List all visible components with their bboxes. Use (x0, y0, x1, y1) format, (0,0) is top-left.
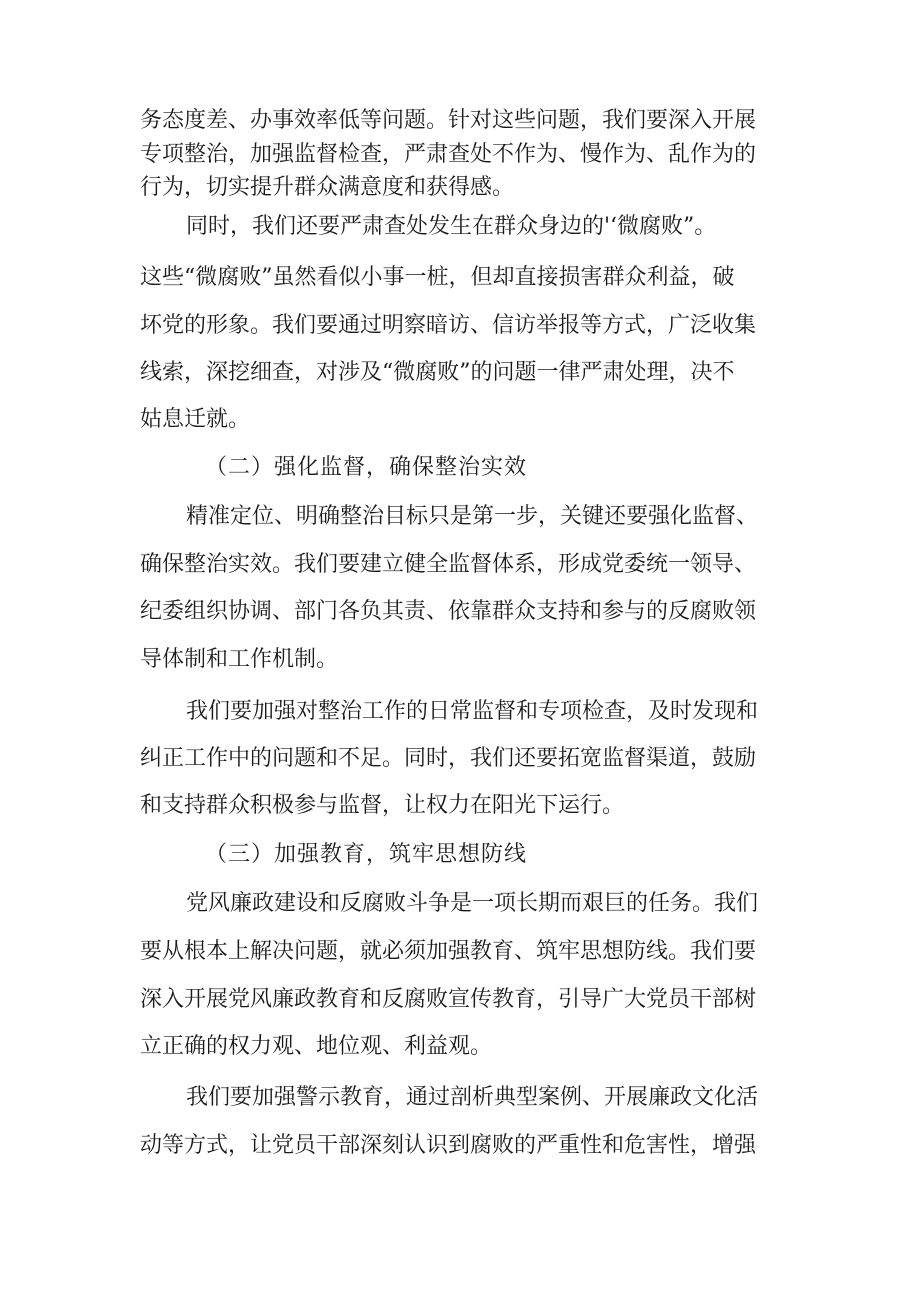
paragraph-line: 务态度差、办事效率低等问题。针对这些问题，我们要深入开展 (140, 108, 757, 133)
paragraph-line: 线索，深挖细查，对涉及“微腐败”的问题一律严肃处理，决不 (140, 360, 735, 385)
paragraph-line: 专项整治，加强监督检查，严肃查处不作为、慢作为、乱作为的 (140, 142, 757, 167)
paragraph-line: 立正确的权力观、地位观、利益观。 (140, 1034, 493, 1059)
paragraph-line: 行为，切实提升群众满意度和获得感。 (140, 175, 515, 200)
section-heading-3: （三）加强教育，筑牢思想防线 (205, 842, 528, 867)
paragraph-line: 精准定位、明确整治目标只是第一步，关键还要强化监督、 (186, 504, 759, 529)
paragraph-line: 这些“微腐败”虽然看似小事一桩，但却直接损害群众利益，破 (140, 265, 735, 290)
paragraph-line: 同时，我们还要严肃查处发生在群众身边的'‘微腐败”。 (186, 214, 717, 239)
paragraph-line: 和支持群众积极参与监督，让权力在阳光下运行。 (140, 793, 625, 818)
paragraph-line: 动等方式，让党员干部深刻认识到腐败的严重性和危害性，增强 (140, 1133, 757, 1158)
paragraph-line: 纠正工作中的问题和不足。同时，我们还要拓宽监督渠道，鼓励 (140, 746, 757, 771)
paragraph-line: 深入开展党风廉政教育和反腐败宣传教育，引导广大党员干部树 (140, 987, 757, 1012)
paragraph-line: 姑息迁就。 (140, 407, 251, 432)
paragraph-line: 我们要加强对整治工作的日常监督和专项检查，及时发现和 (186, 699, 759, 724)
paragraph-line: 要从根本上解决问题，就必须加强教育、筑牢思想防线。我们要 (140, 939, 757, 964)
paragraph-line: 导体制和工作机制。 (140, 647, 339, 672)
paragraph-line: 纪委组织协调、部门各负其责、依靠群众支持和参与的反腐败领 (140, 599, 757, 624)
paragraph-line: 确保整治实效。我们要建立健全监督体系，形成党委统一领导、 (140, 552, 757, 577)
section-heading-2: （二）强化监督，确保整治实效 (205, 455, 528, 480)
paragraph-line: 党风廉政建设和反腐败斗争是一项长期而艰巨的任务。我们 (186, 891, 759, 916)
paragraph-line: 坏党的形象。我们要通过明察暗访、信访举报等方式，广泛收集 (140, 313, 757, 338)
paragraph-line: 我们要加强警示教育，通过剖析典型案例、开展廉政文化活 (186, 1085, 759, 1110)
